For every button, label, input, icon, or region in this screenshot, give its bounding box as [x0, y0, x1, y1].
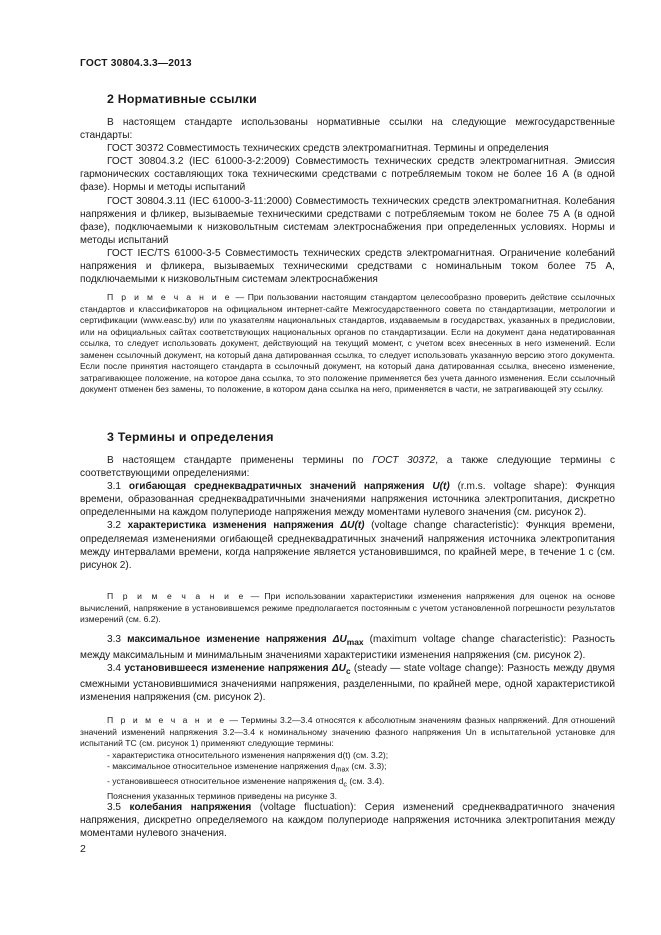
- term-definition: (r.m.s. voltage shape): Функция времени, образованная среднеквадратичными значениями напряжения источника электропитания, дискретно определенными на каждом полупериоде напряжения между моментами нулевого значения (см. рисунок 2).: [80, 481, 615, 519]
- section-3-body-a: [80, 454, 615, 572]
- reference-item: ГОСТ 30804.3.2 (IEC 61000-3-2:2009) Совместимость технических средств электромагнитная. Эмиссия гармонических составляющих тока техническими средствами с потребляемым током не более 16 А (в одной фазе). Нормы и методы испытаний: [80, 156, 615, 194]
- term-symbol: ΔU: [332, 634, 347, 645]
- section-3-note-2: [80, 715, 615, 803]
- term-name: характеристика изменения напряжения: [127, 520, 341, 532]
- term-name: колебания напряжения: [129, 802, 252, 813]
- note-label: П р и м е ч а н и е: [107, 715, 227, 725]
- section-3-body-c: [80, 801, 615, 840]
- note-list-item: - характеристика относительного изменения напряжения d(t) (см. 3.2);: [107, 749, 389, 760]
- term-definition: (steady — state voltage change): Разность между двумя смежными установившимися значениями напряжения, разделенными, по крайней мере, одной характеристикой изменения напряжения (см. рисунок 2).: [80, 663, 615, 704]
- note-end: Пояснения указанных терминов приведены на рисунке 3.: [107, 791, 338, 802]
- term-3-4: 3.4 установившееся изменение напряжения $\Delta U_c$ (steady — state voltage change): Разность между двумя смежными установившимися значениями напряжения, разделенными, по крайней мере, одной характеристикой изменения напряжения (см. рисунок 2).: [80, 663, 615, 704]
- term-definition: (maximum voltage change characteristic): Разность между максимальным и минимальным значениями характеристики изменения напряжения (см. рисунок 2).: [80, 634, 615, 662]
- reference-item: ГОСТ IEC/TS 61000-3-5 Совместимость технических средств электромагнитная. Ограничение колебаний напряжения и фликера, вызываемых техническими средствами с номинальным током более 75 А, подключаемыми к низковольтным системам электроснабжения: [80, 247, 615, 286]
- term-3-5: 3.5 колебания напряжения (voltage fluctuation): Серия изменений среднеквадратичного значения напряжения, дискретно определяемого на каждом полупериоде напряжения источника электропитания между моментами нулевого значения.: [80, 802, 615, 840]
- term-definition: (voltage change characteristic): Функция времени, определяемая изменениями огибающей среднеквадратичных значений напряжения источника электропитания между интервалами времени, когда напряжение является установившимся, по крайней мере, в течение 1 с (см. рисунок 2).: [80, 520, 615, 571]
- term-3-1: 3.1 огибающая среднеквадратичных значений напряжения U(t) (r.m.s. voltage shape): Функция времени, образованная среднеквадратичными значениями напряжения источника электропитания, дискретно определенными на каждом полупериоде напряжения между моментами нулевого значения (см. рисунок 2).: [80, 481, 615, 519]
- term-3-3: 3.3 максимальное изменение напряжения $\Delta U_{max}$ (maximum voltage change characteristic): Разность между максимальным и минимальным значениями характеристики изменения напряжения (см. рисунок 2).: [80, 634, 615, 662]
- note-label: П р и м е ч а н и е: [107, 591, 246, 601]
- section-3-intro: В настоящем стандарте применены термины по ГОСТ 30372, а также следующие термины с соответствующими определениями:: [80, 455, 616, 480]
- note-list-item: - максимальное относительное изменение напряжения $d_{max}$ (см. 3.3);: [107, 761, 387, 774]
- term-definition: (voltage fluctuation): Серия изменений среднеквадратичного значения напряжения, дискретно определяемого на каждом полупериоде напряжения источника электропитания между моментами нулевого значения.: [80, 802, 615, 840]
- section-2-title: 2 Нормативные ссылки: [107, 92, 257, 106]
- page-number: 2: [80, 843, 86, 855]
- note-list-item: - установившееся относительное изменение напряжения $d_c$ (см. 3.4).: [107, 776, 385, 789]
- term-name: огибающая среднеквадратичных значений напряжения: [128, 481, 433, 493]
- section-3-title: 3 Термины и определения: [107, 430, 274, 444]
- note-text: — При пользовании настоящим стандартом целесообразно проверить действие ссылочных стандартов и классификаторов на официальном интернет-сайте Межгосударственного совета по стандартизации, метрологии и сертификации (www.easc.by) или по указателям национальных стандартов, издаваемым в государствах, указанных в предисловии, или на официальных сайтах соответствующих национальных органов по стандартизации. Если на документ дана недатированная ссылка, то следует использовать документ, действующий на текущий момент, с учетом всех внесенных в него изменений. Если заменен ссылочный документ, на который дана датированная ссылка, то следует использовать указанную версию этого документа. Если после принятия настоящего стандарта в ссылочный документ, на который дана датированная ссылка, внесено изменение, затрагивающее положение, на которое дана ссылка, то это положение применяется без учета данного изменения. Если ссылочный документ отменен без замены, то положение, в котором дана ссылка на него, применяется в части, не затрагивающей эту ссылку.: [80, 292, 615, 394]
- reference-item: ГОСТ 30372 Совместимость технических средств электромагнитная. Термины и определения: [107, 143, 549, 155]
- term-symbol: ΔU(t): [340, 520, 365, 532]
- note-label: П р и м е ч а н и е: [107, 292, 232, 302]
- term-symbol: U(t): [432, 481, 450, 493]
- term-symbol: ΔU: [331, 663, 346, 675]
- section-2-note: [80, 292, 615, 396]
- section-3-body-b: [80, 633, 615, 705]
- reference-link: ГОСТ 30372: [372, 455, 436, 466]
- section-2-body: [80, 116, 615, 286]
- page-header: ГОСТ 30804.3.3—2013: [80, 58, 192, 69]
- term-name: максимальное изменение напряжения: [127, 634, 333, 645]
- note-text: — При использовании характеристики изменения напряжения для оценок на основе вычислений, напряжение в установившемся режиме предполагается постоянным с учетом установленной погрешности результатов измерений (см. 6.2).: [80, 591, 615, 624]
- section-2-intro: В настоящем стандарте использованы нормативные ссылки на следующие межгосударственные стандарты:: [80, 117, 615, 142]
- note-text: — Термины 3.2—3.4 относятся к абсолютным значениям фазных напряжений. Для отношений значений изменений напряжения 3.2—3.4 к номинальному значению фазного напряжения Un в испытательной установке для испытаний ТС (см. рисунок 1) применяют следующие термины:: [80, 715, 615, 748]
- term-name: установившееся изменение напряжения: [124, 663, 332, 675]
- reference-item: ГОСТ 30804.3.11 (IEC 61000-3-11:2000) Совместимость технических средств электромагнитная. Колебания напряжения и фликер, вызываемые техническими средствами с потребляемым током не более 75 А (в одной фазе), подключаемыми к низковольтным системам электроснабжения при определенных условиях. Нормы и методы испытаний: [80, 195, 615, 246]
- term-3-2: 3.2 характеристика изменения напряжения ΔU(t) (voltage change characteristic): Функция времени, определяемая изменениями огибающей среднеквадратичных значений напряжения источника электропитания между интервалами времени, когда напряжение является установившимся, по крайней мере, в течение 1 с (см. рисунок 2).: [80, 520, 615, 571]
- section-3-note-1: [80, 591, 615, 626]
